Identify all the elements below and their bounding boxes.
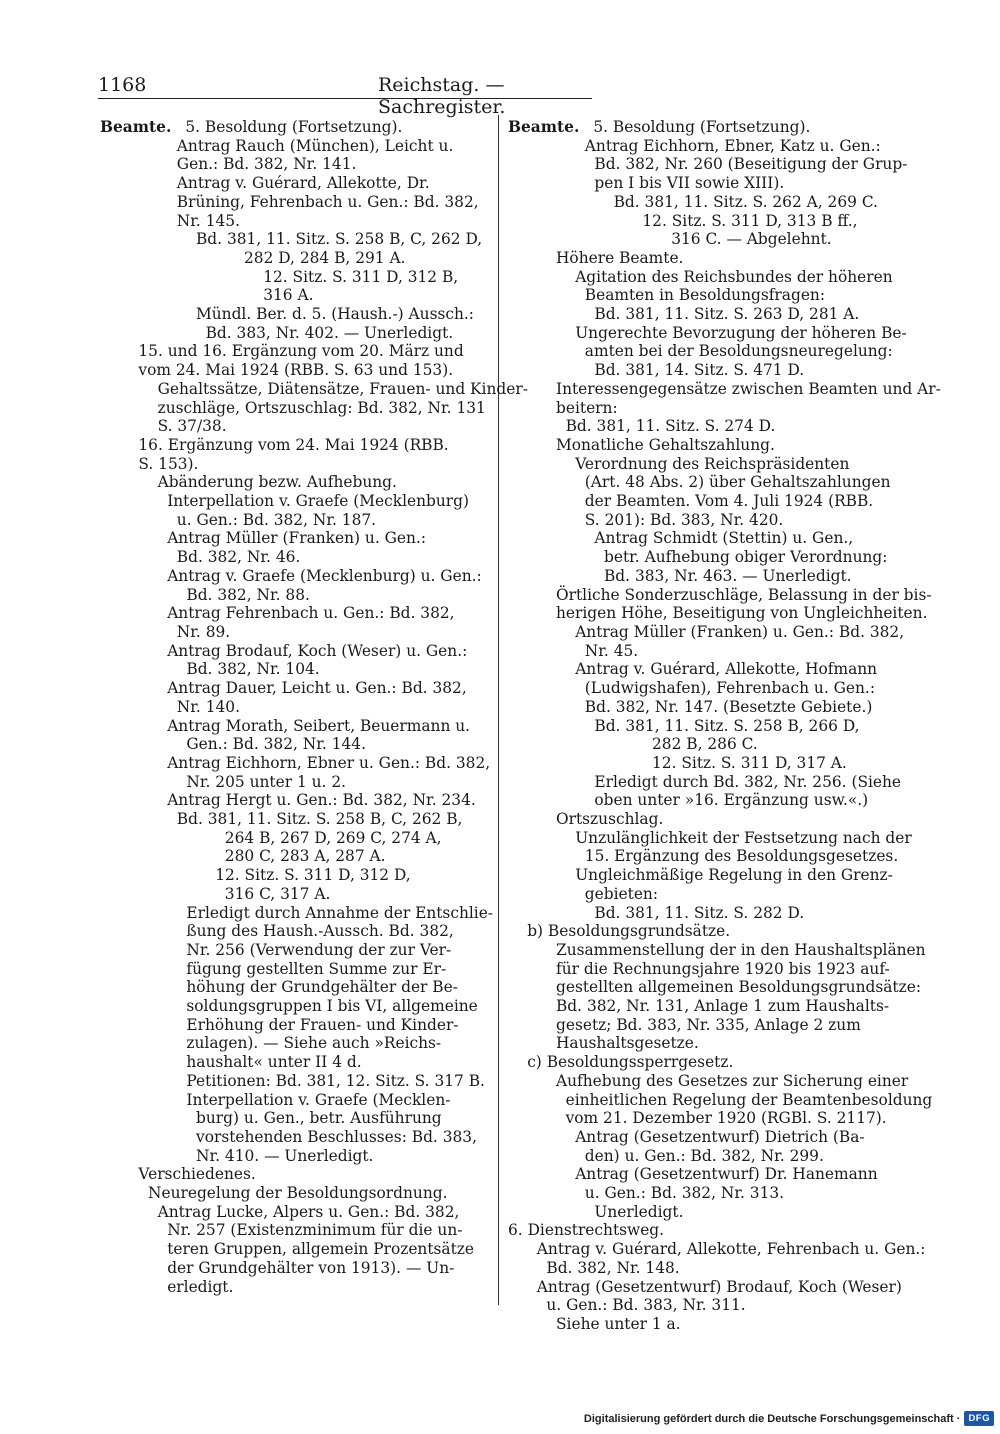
entry-line: Bd. 381, 11. Sitz. S. 258 B, 266 D, bbox=[594, 716, 860, 735]
entry-line: Erledigt durch Annahme der Entschlie- bbox=[186, 903, 494, 922]
entry-line: vom 24. Mai 1924 (RBB. S. 63 und 153). bbox=[138, 361, 454, 380]
entry-line: vorstehenden Beschlusses: Bd. 383, bbox=[196, 1127, 477, 1146]
page-header bbox=[98, 74, 592, 118]
entry-line: teren Gruppen, allgemein Prozentsätze bbox=[167, 1240, 475, 1259]
entry-line: Antrag Müller (Franken) u. Gen.: Bd. 382, bbox=[575, 622, 905, 641]
entry-line: Bd. 382, Nr. 147. (Besetzte Gebiete.) bbox=[584, 697, 873, 716]
entry-line: der Beamten. Vom 4. Juli 1924 (RBB. bbox=[584, 492, 874, 511]
entry-line: Antrag Dauer, Leicht u. Gen.: Bd. 382, bbox=[167, 679, 467, 698]
heading-keyword: Beamte. bbox=[100, 118, 172, 136]
entry-line: Unerledigt. bbox=[594, 1202, 684, 1221]
entry-line: Aufhebung des Gesetzes zur Sicherung einer bbox=[556, 1071, 909, 1090]
entry-line: ßung des Haush.-Aussch. Bd. 382, bbox=[186, 922, 454, 941]
entry-line: 316 A. bbox=[263, 286, 314, 305]
entry-line: 15. und 16. Ergänzung vom 20. März und bbox=[138, 342, 464, 361]
entry-line: amten bei der Besoldungsneuregelung: bbox=[584, 342, 893, 361]
entry-line: beitern: bbox=[556, 398, 618, 417]
entry-line: Bd. 381, 11. Sitz. S. 282 D. bbox=[594, 903, 805, 922]
entry-line: Nr. 256 (Verwendung der zur Ver- bbox=[186, 940, 452, 959]
heading-text: 5. Besoldung (Fortsetzung). bbox=[593, 118, 811, 136]
entry-line: Mündl. Ber. d. 5. (Haush.-) Aussch.: bbox=[196, 305, 474, 324]
entry-line: Bd. 382, Nr. 46. bbox=[176, 548, 301, 567]
entry-line: betr. Aufhebung obiger Verordnung: bbox=[604, 548, 888, 567]
entry-line: u. Gen.: Bd. 382, Nr. 187. bbox=[176, 510, 377, 529]
entry-line: 16. Ergänzung vom 24. Mai 1924 (RBB. bbox=[138, 435, 449, 454]
entry-line: c) Besoldungssperrgesetz. bbox=[527, 1053, 734, 1072]
entry-line: Nr. 410. — Unerledigt. bbox=[196, 1146, 374, 1165]
entry-line: Bd. 381, 11. Sitz. S. 274 D. bbox=[565, 417, 776, 436]
entry-line: Antrag v. Guérard, Allekotte, Dr. bbox=[176, 174, 430, 193]
entry-line: zuschläge, Ortszuschlag: Bd. 382, Nr. 131 bbox=[157, 398, 486, 417]
entry-line: 12. Sitz. S. 311 D, 313 B ff., bbox=[642, 211, 858, 230]
entry-line: Nr. 257 (Existenzminimum für die un- bbox=[167, 1221, 463, 1240]
entry-line: oben unter »16. Ergänzung usw.«.) bbox=[594, 791, 869, 810]
entry-line: gesetz; Bd. 383, Nr. 335, Anlage 2 zum bbox=[556, 1015, 861, 1034]
entry-line: herigen Höhe, Beseitigung von Ungleichheiten. bbox=[556, 604, 928, 623]
entry-line: Höhere Beamte. bbox=[556, 248, 684, 267]
entry-line: b) Besoldungsgrundsätze. bbox=[527, 922, 731, 941]
entry-line: (Ludwigshafen), Fehrenbach u. Gen.: bbox=[584, 679, 876, 698]
entry-line: Agitation des Reichsbundes der höheren bbox=[575, 267, 893, 286]
entry-line: Haushaltsgesetze. bbox=[556, 1034, 699, 1053]
entry-lines bbox=[100, 136, 528, 1297]
entry-line: gebieten: bbox=[584, 884, 659, 903]
entry-line: Antrag Morath, Seibert, Beuermann u. bbox=[167, 716, 471, 735]
entry-line: der Grundgehälter von 1913). — Un- bbox=[167, 1258, 455, 1277]
entry-line: Antrag Schmidt (Stettin) u. Gen., bbox=[594, 529, 854, 548]
entry-line: Siehe unter 1 a. bbox=[556, 1315, 681, 1333]
entry-line: 282 B, 286 C. bbox=[652, 735, 758, 754]
entry-line: 12. Sitz. S. 311 D, 317 A. bbox=[652, 753, 847, 772]
heading-text: 5. Besoldung (Fortsetzung). bbox=[185, 118, 403, 136]
entry-line: vom 21. Dezember 1920 (RGBl. S. 2117). bbox=[565, 1109, 887, 1128]
entry-line: Antrag (Gesetzentwurf) Dietrich (Ba- bbox=[575, 1127, 865, 1146]
entry-line: Antrag v. Graefe (Mecklenburg) u. Gen.: bbox=[167, 566, 482, 585]
entry-line: Gen.: Bd. 382, Nr. 144. bbox=[186, 735, 366, 754]
page-number: 1168 bbox=[98, 74, 147, 96]
entry-line: Antrag Brodauf, Koch (Weser) u. Gen.: bbox=[167, 641, 468, 660]
entry-line: S. 201): Bd. 383, Nr. 420. bbox=[584, 510, 784, 529]
entry-line: Unzulänglichkeit der Festsetzung nach der bbox=[575, 828, 912, 847]
entry-line: Antrag Müller (Franken) u. Gen.: bbox=[167, 529, 427, 548]
entry-line: Antrag (Gesetzentwurf) Brodauf, Koch (Weser) bbox=[536, 1277, 902, 1296]
right-column bbox=[508, 118, 941, 1334]
entry-line: Ungleichmäßige Regelung in den Grenz- bbox=[575, 866, 893, 885]
heading-keyword: Beamte. bbox=[508, 118, 580, 136]
entry-line: Antrag Rauch (München), Leicht u. bbox=[176, 136, 454, 155]
entry-line: 316 C, 317 A. bbox=[224, 884, 331, 903]
entry-line: 280 C, 283 A, 287 A. bbox=[224, 847, 386, 866]
entry-line: Ortszuschlag. bbox=[556, 810, 664, 829]
entry-line: Antrag Eichhorn, Ebner u. Gen.: Bd. 382, bbox=[167, 753, 491, 772]
entry-line: höhung der Grundgehälter der Be- bbox=[186, 978, 458, 997]
entry-lines bbox=[508, 136, 941, 1334]
entry-line: Monatliche Gehaltszahlung. bbox=[556, 435, 775, 454]
column-heading bbox=[508, 118, 900, 137]
entry-line: Abänderung bezw. Aufhebung. bbox=[157, 473, 397, 492]
running-title: Reichstag. — Sachregister. bbox=[378, 74, 506, 118]
entry-line: Antrag v. Guérard, Allekotte, Fehrenbach u. Gen.: bbox=[536, 1240, 926, 1259]
entry-line: 15. Ergänzung des Besoldungsgesetzes. bbox=[584, 847, 899, 866]
entry-line: S. 37/38. bbox=[157, 417, 227, 436]
entry-line: Bd. 381, 11. Sitz. S. 258 B, C, 262 D, bbox=[196, 230, 483, 249]
entry-line: 12. Sitz. S. 311 D, 312 D, bbox=[215, 866, 411, 885]
entry-line: den) u. Gen.: Bd. 382, Nr. 299. bbox=[584, 1146, 824, 1165]
entry-line: Bd. 382, Nr. 260 (Beseitigung der Grup- bbox=[594, 155, 908, 174]
entry-line: 12. Sitz. S. 311 D, 312 B, bbox=[263, 267, 459, 286]
entry-line: Antrag Fehrenbach u. Gen.: Bd. 382, bbox=[167, 604, 455, 623]
entry-line: Antrag (Gesetzentwurf) Dr. Hanemann bbox=[575, 1165, 878, 1184]
entry-line: Interpellation v. Graefe (Mecklen- bbox=[186, 1090, 451, 1109]
entry-line: Antrag Lucke, Alpers u. Gen.: Bd. 382, bbox=[157, 1202, 460, 1221]
entry-line: u. Gen.: Bd. 383, Nr. 311. bbox=[546, 1296, 746, 1315]
entry-line: Beamten in Besoldungsfragen: bbox=[584, 286, 826, 305]
entry-line: soldungsgruppen I bis VI, allgemeine bbox=[186, 997, 478, 1016]
entry-line: Antrag Hergt u. Gen.: Bd. 382, Nr. 234. bbox=[167, 791, 476, 810]
entry-line: burg) u. Gen., betr. Ausführung bbox=[196, 1109, 442, 1128]
entry-line: 6. Dienstrechtsweg. bbox=[508, 1221, 665, 1240]
entry-line: Nr. 140. bbox=[176, 697, 240, 716]
entry-line: Nr. 205 unter 1 u. 2. bbox=[186, 772, 347, 791]
entry-line: für die Rechnungsjahre 1920 bis 1923 auf- bbox=[556, 959, 890, 978]
credit-text: Digitalisierung gefördert durch die Deutsche Forschungsgemeinschaft · bbox=[583, 1412, 961, 1425]
entry-line: Brüning, Fehrenbach u. Gen.: Bd. 382, bbox=[176, 192, 479, 211]
left-column bbox=[100, 118, 528, 1296]
entry-line: 282 D, 284 B, 291 A. bbox=[244, 248, 406, 267]
entry-line: zulagen). — Siehe auch »Reichs- bbox=[186, 1034, 442, 1053]
entry-line: Bd. 383, Nr. 402. — Unerledigt. bbox=[205, 323, 454, 342]
entry-line: Bd. 381, 11. Sitz. S. 263 D, 281 A. bbox=[594, 305, 860, 324]
entry-line: Bd. 383, Nr. 463. — Unerledigt. bbox=[604, 566, 852, 585]
entry-line: u. Gen.: Bd. 382, Nr. 313. bbox=[584, 1184, 785, 1203]
entry-line: S. 153). bbox=[138, 454, 199, 473]
entry-line: Bd. 382, Nr. 88. bbox=[186, 585, 310, 604]
entry-line: Gen.: Bd. 382, Nr. 141. bbox=[176, 155, 357, 174]
entry-line: Örtliche Sonderzuschläge, Belassung in der bis- bbox=[556, 585, 932, 604]
entry-line: 264 B, 267 D, 269 C, 274 A, bbox=[224, 828, 442, 847]
entry-line: Antrag v. Guérard, Allekotte, Hofmann bbox=[575, 660, 878, 679]
entry-line: einheitlichen Regelung der Beamtenbesoldung bbox=[565, 1090, 933, 1109]
entry-line: Bd. 381, 11. Sitz. S. 258 B, C, 262 B, bbox=[176, 810, 463, 829]
entry-line: Bd. 382, Nr. 104. bbox=[186, 660, 320, 679]
entry-line: Bd. 382, Nr. 148. bbox=[546, 1258, 680, 1277]
entry-line: Erhöhung der Frauen- und Kinder- bbox=[186, 1015, 459, 1034]
column-heading bbox=[100, 118, 492, 137]
entry-line: Bd. 382, Nr. 131, Anlage 1 zum Haushalts- bbox=[556, 997, 890, 1016]
entry-line: Verordnung des Reichspräsidenten bbox=[575, 454, 850, 473]
entry-line: Petitionen: Bd. 381, 12. Sitz. S. 317 B. bbox=[186, 1071, 485, 1090]
entry-line: fügung gestellten Summe zur Er- bbox=[186, 959, 447, 978]
entry-line: Antrag Eichhorn, Ebner, Katz u. Gen.: bbox=[584, 136, 881, 155]
digitization-credit bbox=[584, 1411, 994, 1426]
dfg-logo: DFG bbox=[964, 1411, 994, 1426]
entry-line: Bd. 381, 11. Sitz. S. 262 A, 269 C. bbox=[613, 192, 878, 211]
entry-line: Nr. 45. bbox=[584, 641, 639, 660]
entry-line: pen I bis VII sowie XIII). bbox=[594, 174, 785, 193]
entry-line: erledigt. bbox=[167, 1277, 234, 1296]
entry-line: haushalt« unter II 4 d. bbox=[186, 1053, 362, 1072]
entry-line: Erledigt durch Bd. 382, Nr. 256. (Siehe bbox=[594, 772, 902, 791]
entry-line: Verschiedenes. bbox=[138, 1165, 256, 1184]
entry-line: Interpellation v. Graefe (Mecklenburg) bbox=[167, 492, 470, 511]
entry-line: Nr. 145. bbox=[176, 211, 240, 230]
column-divider bbox=[498, 115, 499, 1305]
entry-line: 316 C. — Abgelehnt. bbox=[671, 230, 832, 249]
entry-line: Bd. 381, 14. Sitz. S. 471 D. bbox=[594, 361, 805, 380]
entry-line: (Art. 48 Abs. 2) über Gehaltszahlungen bbox=[584, 473, 891, 492]
entry-line: Interessengegensätze zwischen Beamten und Ar- bbox=[556, 379, 941, 398]
entry-line: Ungerechte Bevorzugung der höheren Be- bbox=[575, 323, 907, 342]
entry-line: Neuregelung der Besoldungsordnung. bbox=[148, 1184, 448, 1203]
entry-line: Gehaltssätze, Diätensätze, Frauen- und Kinder- bbox=[157, 379, 528, 398]
entry-line: Zusammenstellung der in den Haushaltsplänen bbox=[556, 940, 926, 959]
entry-line: gestellten allgemeinen Besoldungsgrundsätze: bbox=[556, 978, 922, 997]
entry-line: Nr. 89. bbox=[176, 622, 231, 641]
